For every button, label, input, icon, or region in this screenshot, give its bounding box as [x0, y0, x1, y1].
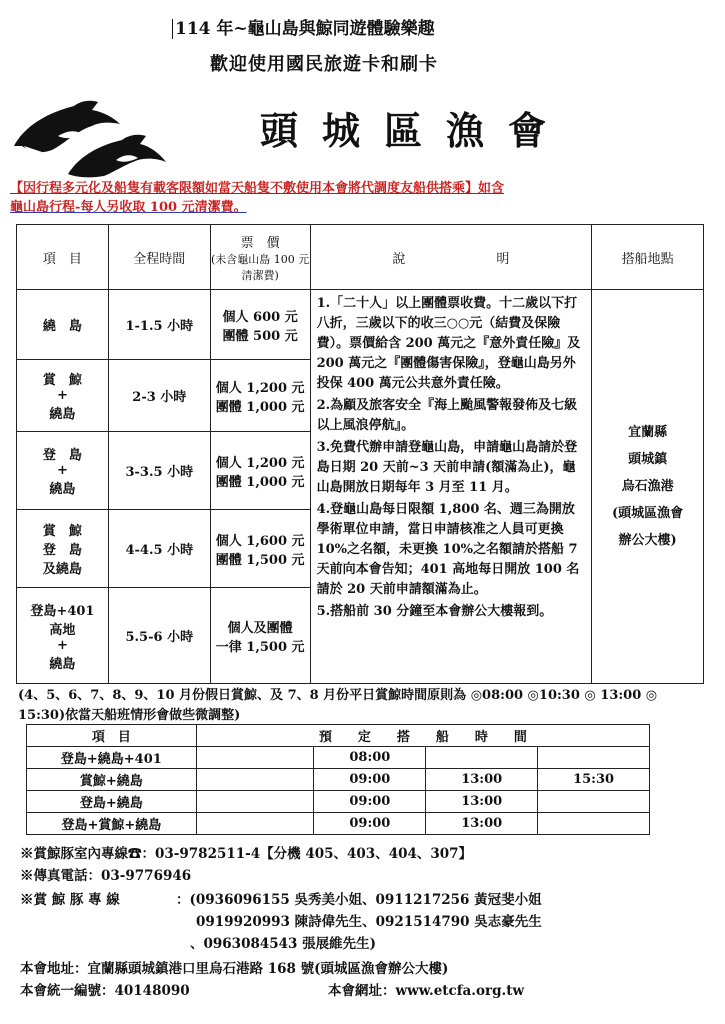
- notice-red: 【因行程多元化及船隻有載客限額如當天船隻不敷使用本會將代調度友船供搭乘】如含 龜山島行程-每人另收取 100 元清潔費。: [10, 181, 505, 215]
- mobile-hotline-line-3: 、0963084543 張展維先生): [190, 936, 377, 952]
- header-line-1: 114 年~龜山島與鯨同遊體驗樂趣: [172, 14, 435, 39]
- whale-watching-times-note: (4、5、6、7、8、9、10 月份假日賞鯨、及 7、8 月份平日賞鯨時間原則為 ◎08:00 ◎10:30 ◎ 13:00 ◎ 15:30)依當天船班情形會做些微調整): [18, 688, 658, 723]
- col-item-header: 項 目: [17, 225, 109, 290]
- schedule-table: [26, 724, 650, 835]
- tax-id-info: 本會統一編號：40148090: [20, 983, 190, 999]
- description-cell: 1.「二十人」以上團體票收費。十二歲以下打八折，三歲以下的收三○○元（結費及保險費）。票價給含 200 萬元之『意外責任險』及 200 萬元之『團體傷害保險』，登龜山島另外投保 400 萬元公共意外責任險。 2.為顧及旅客安全『海上颱風警報發佈及七級以上風浪停航』。 3.免費代辦申請登龜山島，申請龜山島請於登島日期 20 天前~3 天前申請(額滿為止)，龜山島開放日期每年 3 月至 11 月。 4.登龜山島每日限額 1,800 名、週三為開放學術單位申請，當日申請核准之人員可更換 10%之名額，未更換 10%之名額請於搭船 7 天前向本會告知；401 高地每日開放 100 名請於 20 天前申請額滿為止。 5.搭船前 30 分鐘至本會辦公大樓報到。: [310, 290, 592, 684]
- hotline-info: ※賞鯨豚室內專線☎：03-9782511-4【分機 405、403、404、307】: [20, 846, 473, 862]
- table-row: 登島+繞島+401 08:00: [27, 747, 650, 769]
- col-description-header: 說 明: [310, 225, 592, 290]
- orca-logo-icon: [12, 100, 172, 180]
- table-row: 賞 鯨 登 島 及繞島 4-4.5 小時 個人 1,600 元 團體 1,500 元: [17, 510, 704, 588]
- main-price-table: [16, 224, 704, 684]
- address-info: 本會地址：宜蘭縣頭城鎮港口里烏石港路 168 號(頭城區漁會辦公大樓): [20, 961, 449, 977]
- website-link[interactable]: 本會網址：www.etcfa.org.tw: [328, 983, 525, 999]
- col-duration-header: 全程時間: [108, 225, 210, 290]
- mobile-hotline-label: ※賞 鯨 豚 專 線: [20, 892, 120, 908]
- main-table-header-row: [17, 225, 704, 290]
- page-title: 頭城區漁會: [260, 108, 571, 153]
- table-row: 賞鯨+繞島 09:00 13:00 15:30: [27, 769, 650, 791]
- table-row: 登島+繞島 09:00 13:00: [27, 791, 650, 813]
- table-row: 繞 島 1-1.5 小時 個人 600 元 團體 500 元 1.「二十人」以上團體票收費。十二歲以下打八折，三歲以下的收三○○元（結費及保險費）。票價給含 200 萬元之『意外責任險』及 200 萬元之『團體傷害保險』，登龜山島另外投保 400 萬元公共意外責任險。 2.為顧及旅客安全『海上颱風警報發佈及七級以上風浪停航』。 3.免費代辦申請登龜山島，申請龜山島請於登島日期 20 天前~3 天前申請(額滿為止)，龜山島開放日期每年 3 月至 11 月。 4.登龜山島每日限額 1,800 名、週三為開放學術單位申請，當日申請核准之人員可更換 10%之名額，未更換 10%之名額請於搭船 7 天前向本會告知；401 高地每日開放 100 名請於 20 天前申請額滿為止。 5.搭船前 30 分鐘至本會辦公大樓報到。 宜蘭縣 頭城鎮 烏石漁港 (頭城區漁會 辦公大樓): [17, 290, 704, 360]
- mobile-hotline-line-1: ：(0936096155 吳秀美小姐、0911217256 黃冠斐小姐: [176, 892, 542, 908]
- table-row: 登 島 + 繞島 3-3.5 小時 個人 1,200 元 團體 1,000 元: [17, 432, 704, 510]
- table-row: 登島+賞鯨+繞島 09:00 13:00: [27, 813, 650, 835]
- col-price-header: 票 價 (未含龜山島 100 元清潔費): [210, 225, 310, 290]
- col-boarding-header: 搭船地點: [592, 225, 704, 290]
- mobile-hotline-line-2: 0919920993 陳詩偉先生、0921514790 吳志豪先生: [196, 914, 542, 930]
- schedule-header-row: 項 目 預 定 搭 船 時 間: [27, 725, 650, 747]
- boarding-location: 宜蘭縣 頭城鎮 烏石漁港 (頭城區漁會 辦公大樓): [592, 290, 704, 684]
- table-row: 登島+401 高地 + 繞島 5.5-6 小時 個人及團體 一律 1,500 元: [17, 588, 704, 684]
- fax-info: ※傳真電話：03-9776946: [20, 868, 192, 884]
- header-line-2: 歡迎使用國民旅遊卡和刷卡: [210, 54, 438, 75]
- table-row: 賞 鯨 + 繞島 2-3 小時 個人 1,200 元 團體 1,000 元: [17, 360, 704, 432]
